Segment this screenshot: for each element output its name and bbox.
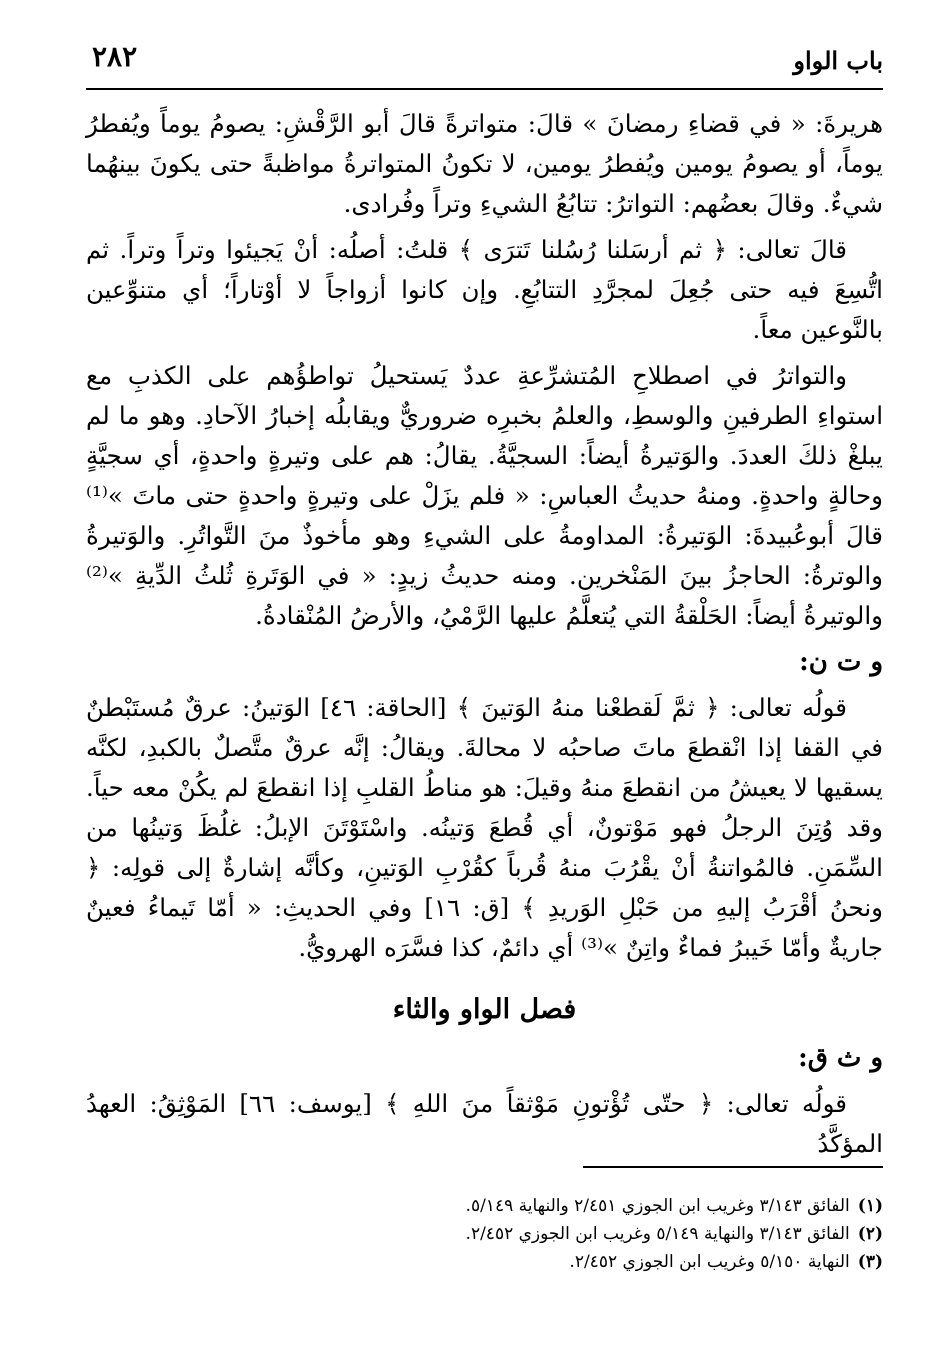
footnote-rule [583,1166,883,1168]
footnotes [86,1192,883,1276]
footnote-marker: (١) [857,1196,883,1216]
footnote [86,1220,883,1248]
running-title: باب الواو [793,46,883,75]
footnote-marker: (٢) [857,1224,883,1244]
footnote [86,1248,883,1276]
footnote-text: الفائق ٣/١٤٣ والنهاية ٥/١٤٩ وغريب ابن الجوزي ٢/٤٥٢. [465,1224,850,1244]
section-title: فصل الواو والثاء [392,994,577,1025]
paragraph-continuation: هريرةَ: « في قضاءِ رمضانَ » قالَ: متواترةً قالَ أبو الرَّقْشِ: يصومُ يوماً ويُفطرُ يوماً، أو يصومُ يومين ويُفطرُ يومين، لا تكونُ المتواترةُ مواظبةً حتى يكونَ بينهُما شيءٌ. وقالَ بعضُهم: التواترُ: تتابُعُ الشيءِ وتراً وفُرادى. [86,109,883,218]
entry-heading-wthq: و ث ق: [798,1043,883,1073]
paragraph-tawatur: والتواترُ في اصطلاحِ المُتشرِّعةِ عددٌ يَستحيلُ تواطؤُهم على الكذبِ مع استواءِ الطرفينِ والوسطِ، والعلمُ بخبرِه ضروريٌّ ويقابلُه إخبارُ الآحادِ. وهو ما لم يبلغْ ذلكَ العددَ. والوَتيرةُ أيضاً: السجيَّةُ. يقالُ: هم على وتيرةٍ واحدةٍ، أي سجيَّةٍ وحالةٍ واحدةٍ. ومنهُ حديثُ العباسِ: « فلم يزَلْ على وتيرةٍ واحدةٍ حتى ماتَ »⁽¹⁾ قالَ أبوعُبيدةَ: الوَتيرةُ: المداومةُ على الشيءِ وهو مأخوذٌ منَ التَّواتُرِ. والوَتيرةُ والوترةُ: الحاجزُ بينَ المَنْخرين. ومنه حديثُ زيدٍ: « في الوَتَرةِ ثُلثُ الدِّيةِ »⁽²⁾ والوتيرةُ أيضاً: الحَلْقةُ التي يُتعلَّمُ عليها الرَّمْيُ، والأرضُ المُنْقادةُ. [86,361,883,630]
entry-heading-wtn: و ت ن: [799,647,883,677]
footnote-marker: (٣) [857,1252,883,1272]
footnote [86,1192,883,1220]
paragraph-mawthiq: قولُه تعالى: ﴿ حتّى تُؤْتونِ مَوْثقاً منَ اللهِ ﴾ [يوسف: ٦٦] المَوْثِقُ: العهدُ المؤكَّدُ [86,1089,883,1158]
header-rule [86,88,883,90]
paragraph-watin: قولُه تعالى: ﴿ ثمَّ لَقطعْنا منهُ الوَتينَ ﴾ [الحاقة: ٤٦] الوَتينُ: عرقٌ مُستَبْطنٌ في القفا إذا انْقطعَ ماتَ صاحبُه لا محالةَ. ويقالُ: إنَّه عرقٌ متَّصلٌ بالكبدِ، لكنَّه يسقيها لا يعيشُ من انقطعَ منهُ وقيلَ: هو مناطُ القلبِ إذا انقطعَ لم يكُنْ معه حياً. وقد وُتِنَ الرجلُ فهو مَوْتونٌ، أي قُطعَ وَتينُه. واسْتَوْتَنَ الإبلُ: غلُظَ وَتينُها من السِّمَنِ. فالمُواتنةُ أنْ يقْرُبَ منهُ قُرباً كقُرْبِ الوَتينِ، وكأنَّه إشارةٌ إلى قولِه: ﴿ ونحنُ أقْرَبُ إليهِ من حَبْلِ الوَريدِ ﴾ [ق: ١٦] وفي الحديثِ: « أمّا تَيماءُ فعينٌ جاريةٌ وأمّا خَيبرُ فماءٌ واتِنٌ »⁽³⁾ أي دائمٌ، كذا فسَّرَه الهرويُّ. [86,693,883,962]
body-text [86,104,883,1170]
paragraph-tatra: قالَ تعالى: ﴿ ثم أرسَلنا رُسُلنا تَترَى ﴾ قلتُ: أصلُه: أنْ يَجيئوا وتراً وتراً. ثم اتُّسِعَ فيه حتى جُعِلَ لمجرَّدِ التتابُعِ. وإن كانوا أزواجاً لا أوْتاراً؛ أي متنوِّعين بالنَّوعين معاً. [86,235,883,344]
page-number: ٢٨٢ [92,40,138,73]
footnote-text: الفائق ٣/١٤٣ وغريب ابن الجوزي ٢/٤٥١ والنهاية ٥/١٤٩. [465,1196,850,1216]
footnote-text: النهاية ٥/١٥٠ وغريب ابن الجوزي ٢/٤٥٢. [569,1252,850,1272]
